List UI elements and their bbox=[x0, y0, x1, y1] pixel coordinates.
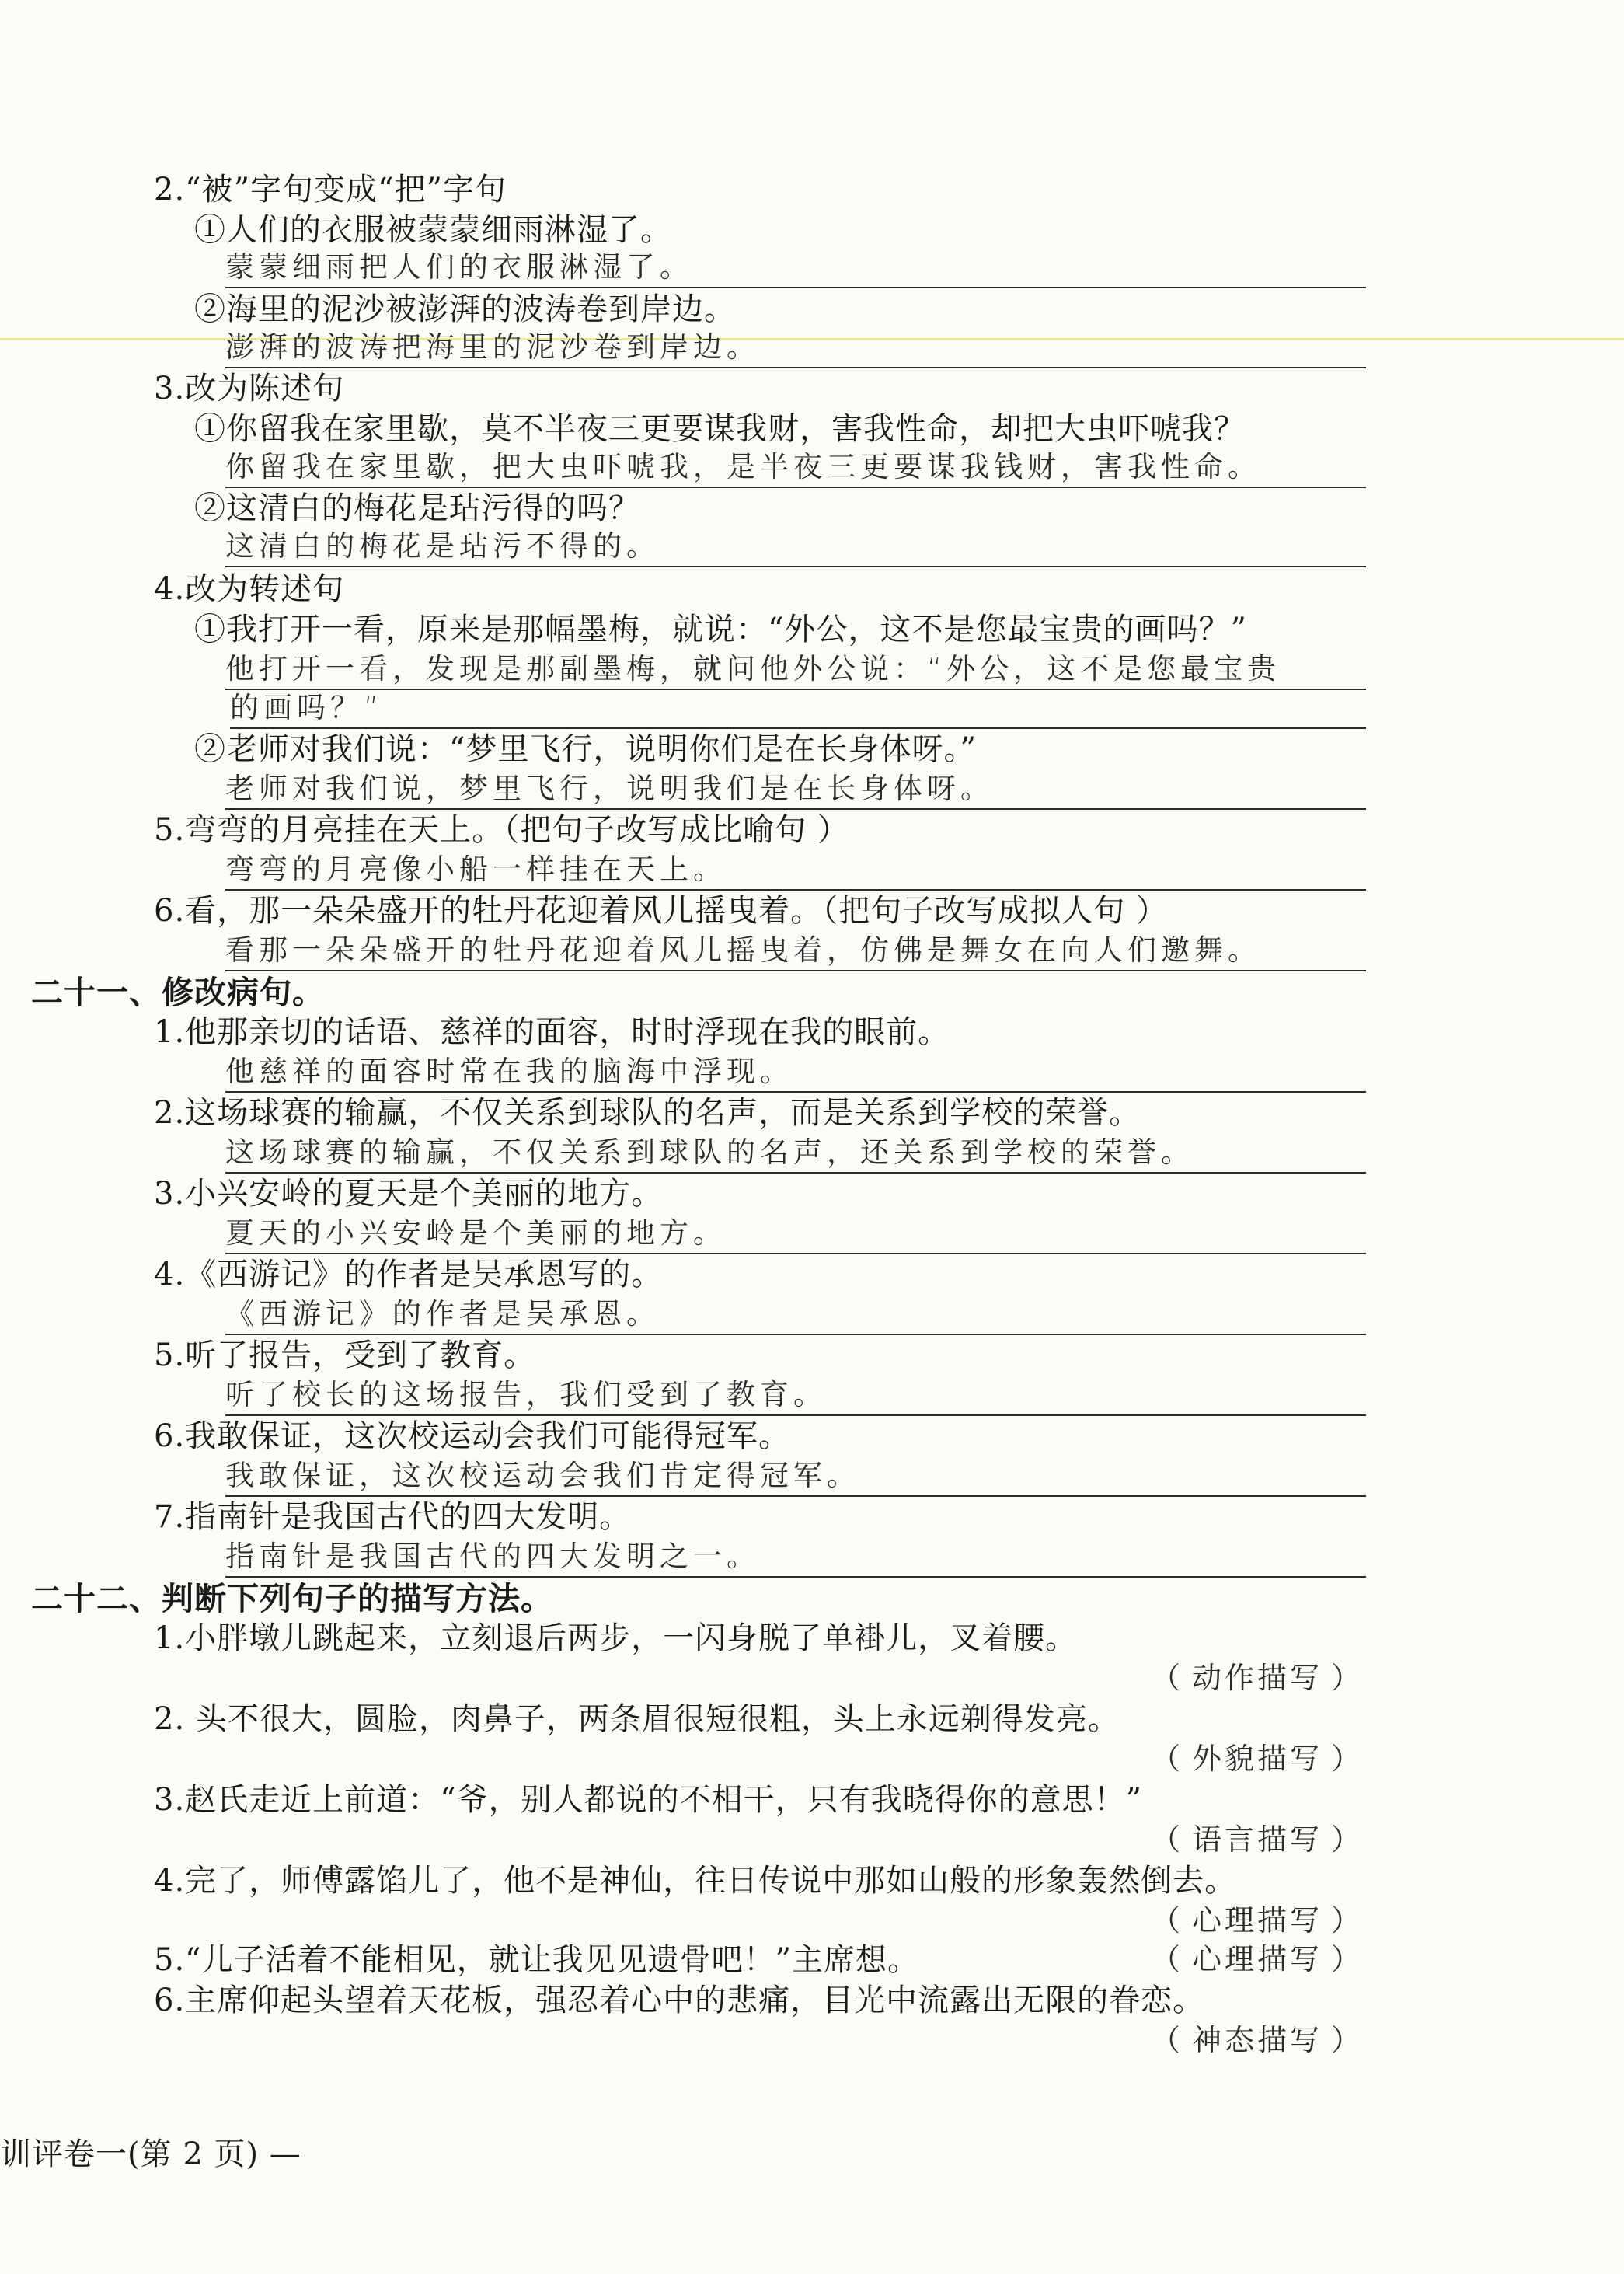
s22-answer-2[interactable] bbox=[1151, 1735, 1364, 1777]
s22-answer-1-value[interactable]: 动作描写 bbox=[1191, 1661, 1323, 1695]
s21-question-6: 6.我敢保证，这次校运动会我们可能得冠军。 bbox=[154, 1418, 791, 1454]
q3-item-2: ②这清白的梅花是玷污得的吗？ bbox=[194, 490, 640, 526]
question-2-label: 2.“被”字句变成“把”字句 bbox=[154, 172, 507, 208]
q4-item-2: ②老师对我们说：“梦里飞行，说明你们是在长身体呀。” bbox=[194, 731, 977, 767]
question-3-label: 3.改为陈述句 bbox=[154, 371, 345, 406]
s21-question-4: 4.《西游记》的作者是吴承恩写的。 bbox=[154, 1257, 664, 1292]
q4-answer-1-continued[interactable]: 的画吗？” bbox=[230, 684, 1366, 729]
s22-answer-2-value[interactable]: 外貌描写 bbox=[1191, 1742, 1323, 1776]
s22-question-2: 2. 头不很大，圆脸，肉鼻子，两条眉很短很粗，头上永远剃得发亮。 bbox=[154, 1701, 1120, 1737]
paren-open: （ bbox=[1150, 1942, 1183, 1976]
s21-question-5: 5.听了报告，受到了教育。 bbox=[154, 1338, 536, 1373]
paren-close: ） bbox=[1330, 1661, 1364, 1695]
s22-question-3: 3.赵氏走近上前道：“爷，别人都说的不相干，只有我晓得你的意思！” bbox=[154, 1782, 1143, 1818]
s22-answer-4[interactable] bbox=[1151, 1896, 1364, 1939]
q2-answer-1[interactable]: 蒙蒙细雨把人们的衣服淋湿了。 bbox=[225, 243, 1366, 288]
s22-answer-6-value[interactable]: 神态描写 bbox=[1191, 2023, 1323, 2057]
s21-question-1: 1.他那亲切的话语、慈祥的面容，时时浮现在我的眼前。 bbox=[154, 1014, 950, 1050]
q6-answer[interactable]: 看那一朵朵盛开的牡丹花迎着风儿摇曳着，仿佛是舞女在向人们邀舞。 bbox=[225, 926, 1366, 971]
s22-question-1: 1.小胖墩儿跳起来，立刻退后两步，一闪身脱了单褂儿，叉着腰。 bbox=[154, 1620, 1078, 1656]
page-footer: 训评卷一(第 2 页) — bbox=[0, 2136, 301, 2172]
q2-answer-2[interactable]: 澎湃的波涛把海里的泥沙卷到岸边。 bbox=[225, 323, 1366, 368]
q5-answer[interactable]: 弯弯的月亮像小船一样挂在天上。 bbox=[225, 846, 1366, 891]
s22-answer-4-value[interactable]: 心理描写 bbox=[1191, 1903, 1323, 1937]
s21-question-3: 3.小兴安岭的夏天是个美丽的地方。 bbox=[154, 1176, 664, 1212]
paren-close: ） bbox=[1330, 1742, 1364, 1776]
q3-answer-1[interactable]: 你留我在家里歇，把大虫吓唬我，是半夜三更要谋我钱财，害我性命。 bbox=[225, 443, 1366, 488]
paren-open: （ bbox=[1150, 1742, 1183, 1776]
section-21-title: 二十一、修改病句。 bbox=[31, 974, 325, 1011]
s22-answer-5[interactable] bbox=[1151, 1935, 1364, 1978]
s21-answer-4[interactable]: 《西游记》的作者是吴承恩。 bbox=[225, 1290, 1366, 1335]
paren-open: （ bbox=[1150, 1903, 1183, 1937]
section-22-title: 二十二、判断下列句子的描写方法。 bbox=[31, 1580, 553, 1617]
q2-item-1: ①人们的衣服被蒙蒙细雨淋湿了。 bbox=[194, 212, 672, 248]
s21-answer-1[interactable]: 他慈祥的面容时常在我的脑海中浮现。 bbox=[225, 1048, 1366, 1093]
s22-answer-3[interactable] bbox=[1151, 1815, 1364, 1858]
paren-close: ） bbox=[1330, 2023, 1364, 2057]
s21-answer-6[interactable]: 我敢保证，这次校运动会我们肯定得冠军。 bbox=[225, 1452, 1366, 1497]
s21-answer-2[interactable]: 这场球赛的输赢，不仅关系到球队的名声，还关系到学校的荣誉。 bbox=[225, 1128, 1366, 1174]
q4-item-1: ①我打开一看，原来是那幅墨梅，就说：“外公，这不是您最宝贵的画吗？” bbox=[194, 612, 1247, 647]
s22-answer-5-value[interactable]: 心理描写 bbox=[1191, 1942, 1323, 1976]
q2-item-2: ②海里的泥沙被澎湃的波涛卷到岸边。 bbox=[194, 291, 736, 327]
paren-open: （ bbox=[1150, 1822, 1183, 1857]
paren-close: ） bbox=[1330, 1903, 1364, 1937]
paren-open: （ bbox=[1150, 1661, 1183, 1695]
question-5: 5.弯弯的月亮挂在天上。（把句子改写成比喻句 ） bbox=[154, 812, 849, 848]
s22-question-4: 4.完了，师傅露馅儿了，他不是神仙，往日传说中那如山般的形象轰然倒去。 bbox=[154, 1863, 1237, 1899]
question-6: 6.看，那一朵朵盛开的牡丹花迎着风儿摇曳着。（把句子改写成拟人句 ） bbox=[154, 893, 1168, 929]
s22-answer-6[interactable] bbox=[1151, 2016, 1364, 2059]
s21-answer-3[interactable]: 夏天的小兴安岭是个美丽的地方。 bbox=[225, 1209, 1366, 1254]
s22-answer-1[interactable] bbox=[1151, 1654, 1364, 1697]
s21-answer-7[interactable]: 指南针是我国古代的四大发明之一。 bbox=[225, 1533, 1366, 1578]
q3-item-1: ①你留我在家里歇，莫不半夜三更要谋我财，害我性命，却把大虫吓唬我？ bbox=[194, 411, 1246, 447]
question-4-label: 4.改为转述句 bbox=[154, 571, 345, 607]
s21-question-7: 7.指南针是我国古代的四大发明。 bbox=[154, 1499, 632, 1535]
paren-close: ） bbox=[1330, 1822, 1364, 1857]
s21-question-2: 2.这场球赛的输赢，不仅关系到球队的名声，而是关系到学校的荣誉。 bbox=[154, 1095, 1141, 1131]
q4-answer-2[interactable]: 老师对我们说，梦里飞行，说明我们是在长身体呀。 bbox=[225, 765, 1366, 810]
s21-answer-5[interactable]: 听了校长的这场报告，我们受到了教育。 bbox=[225, 1371, 1366, 1416]
paren-open: （ bbox=[1150, 2023, 1183, 2057]
paren-close: ） bbox=[1330, 1942, 1364, 1976]
s22-answer-3-value[interactable]: 语言描写 bbox=[1191, 1822, 1323, 1857]
q4-answer-1[interactable]: 他打开一看，发现是那副墨梅，就问他外公说：“外公，这不是您最宝贵 bbox=[225, 645, 1366, 690]
s22-question-6: 6.主席仰起头望着天花板，强忍着心中的悲痛，目光中流露出无限的眷恋。 bbox=[154, 1983, 1205, 2018]
s22-question-5: 5.“儿子活着不能相见，就让我见见遗骨吧！”主席想。 bbox=[154, 1942, 920, 1978]
q3-answer-2[interactable]: 这清白的梅花是玷污不得的。 bbox=[225, 522, 1366, 567]
